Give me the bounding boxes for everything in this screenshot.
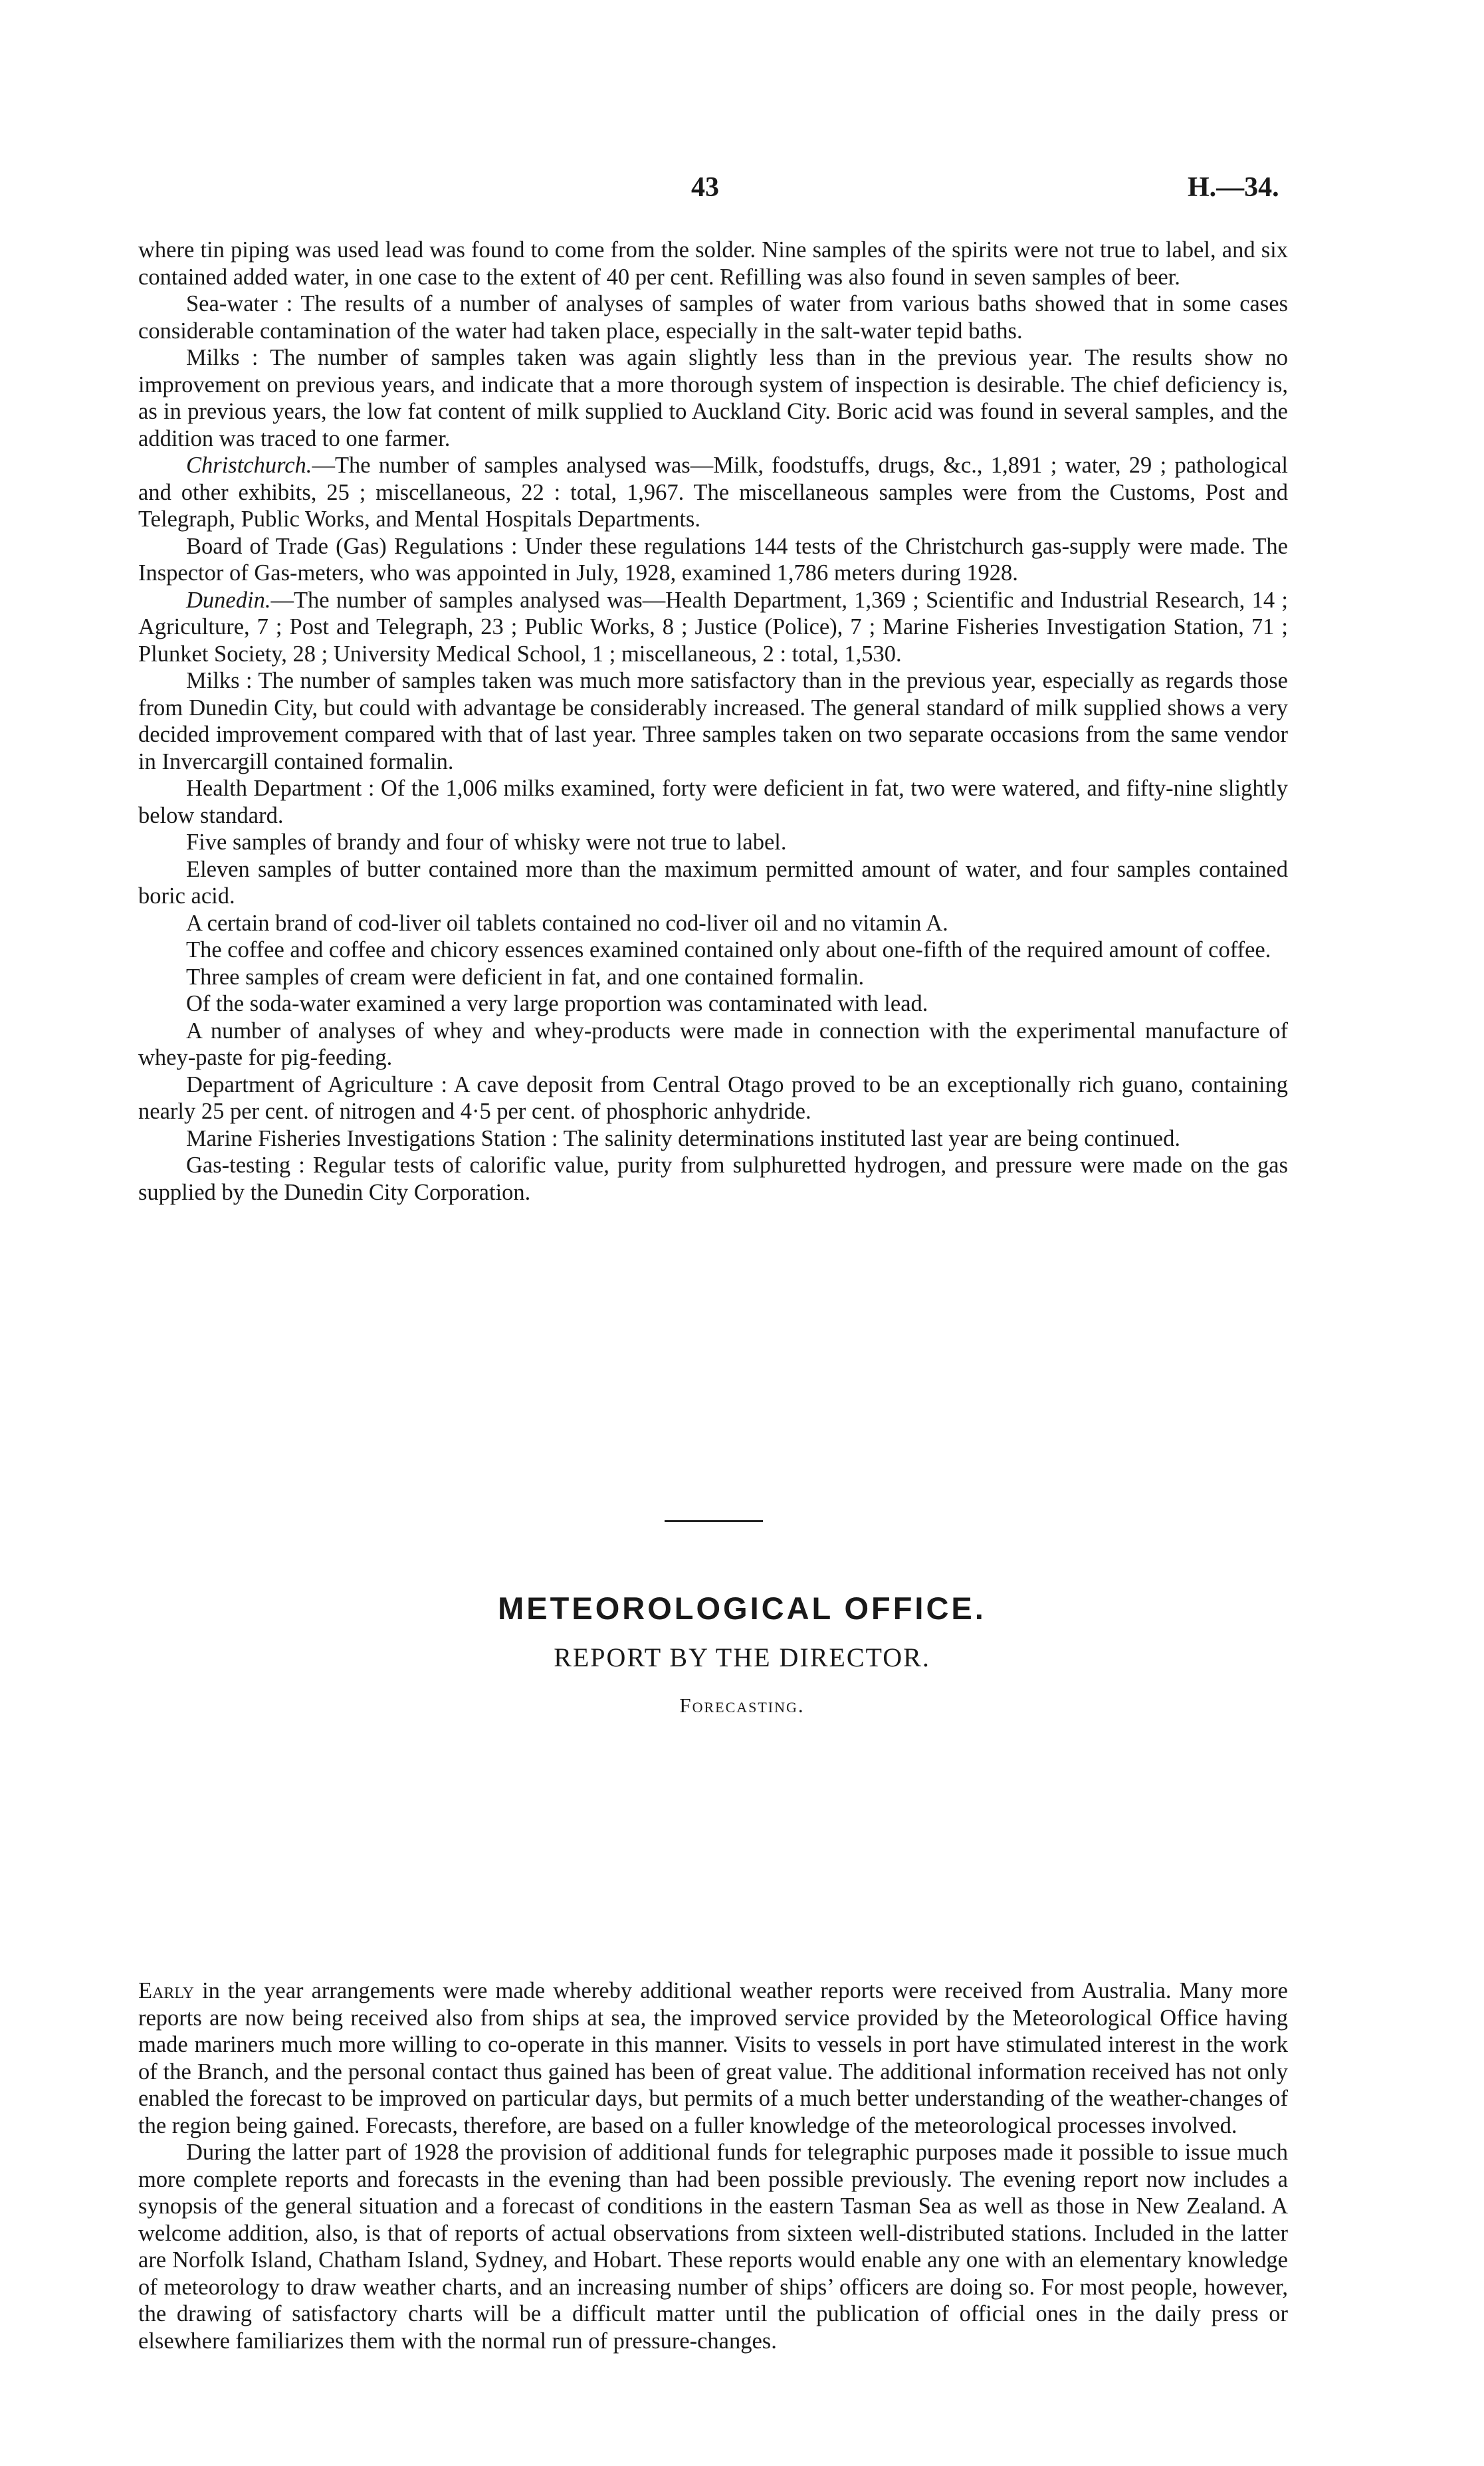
forecasting-section xyxy=(138,1977,1288,2354)
paragraph-whey: A number of analyses of whey and whey-products were made in connection with the experimental manufacture of whey-paste for pig-feeding. xyxy=(138,1018,1288,1070)
christchurch-text: —The number of samples analysed was—Milk, foodstuffs, drugs, &c., 1,891 ; water, 29 ; pathological and other exhibits, 25 ; miscellaneous, 22 : total, 1,967. The miscellaneous samples were from the Customs, Post and Telegraph, Public Works, and Mental Hospitals Departments. xyxy=(138,453,1288,532)
page-header xyxy=(0,171,1484,211)
paragraph-soda-water: Of the soda-water examined a very large proportion was contaminated with lead. xyxy=(186,991,928,1016)
paragraph-cream: Three samples of cream were deficient in fat, and one contained formalin. xyxy=(186,964,865,990)
section-divider xyxy=(665,1520,763,1522)
paragraph-gas-regulations: Board of Trade (Gas) Regulations : Under these regulations 144 tests of the Christchurch gas-supply were made. The Inspector of Gas-meters, who was appointed in July, 1928, examined 1,786 meters during 1928. xyxy=(138,533,1288,586)
paragraph-brandy-whisky: Five samples of brandy and four of whisky were not true to label. xyxy=(186,830,787,855)
section-subtitle: REPORT BY THE DIRECTOR. xyxy=(554,1642,930,1672)
paragraph-agriculture: Department of Agriculture : A cave deposit from Central Otago proved to be an exceptionally rich guano, containing nearly 25 per cent. of nitrogen and 4·5 per cent. of phosphoric anhydride. xyxy=(138,1071,1288,1124)
paragraph-forecasting-evening: During the latter part of 1928 the provision of additional funds for telegraphic purposes made it possible to issue much more complete reports and forecasts in the evening than had been possible previously. The evening report now includes a synopsis of the general situation and a forecast of conditions in the eastern Tasman Sea as well as those in New Zealand. A welcome addition, also, is that of reports of actual observations from sixteen well-distributed stations. Included in the latter are Norfolk Island, Chatham Island, Sydney, and Hobart. These reports would enable any one with an elementary knowledge of meteorology to draw weather charts, and an increasing number of ships’ officers are doing so. For most people, however, the drawing of satisfactory charts will be a difficult matter until the publication of official ones in the daily press or elsewhere familiarizes them with the normal run of pressure-changes. xyxy=(138,2140,1288,2354)
paragraph-sea-water: Sea-water : The results of a number of analyses of samples of water from various baths showed that in some cases considerable contamination of the water had taken place, especially in the salt-water tepid baths. xyxy=(138,291,1288,344)
paragraph-dunedin-milks: Milks : The number of samples taken was much more satisfactory than in the previous year, especially as regards those from Dunedin City, but could with advantage be considerably increased. The general standard of milk supplied shows a very decided improvement compared with that of last year. Three samples taken on two separate occasions from the same vendor in Invercargill contained formalin. xyxy=(138,668,1288,774)
paragraph-auckland-milks: Milks : The number of samples taken was again slightly less than in the previous year. The results show no improvement on previous years, and indicate that a more thorough system of inspection is desirable. The chief deficiency is, as in previous years, the low fat content of milk supplied to Auckland City. Boric acid was found in several samples, and the addition was traced to one farmer. xyxy=(138,345,1288,451)
document-reference: H.—34. xyxy=(1188,172,1279,203)
paragraph-health-department: Health Department : Of the 1,006 milks examined, forty were deficient in fat, two were watered, and fifty-nine slightly below standard. xyxy=(138,776,1288,828)
drop-word: Early xyxy=(138,1978,195,2003)
analysis-report-continuation xyxy=(138,237,1288,1206)
dunedin-text: —The number of samples analysed was—Health Department, 1,369 ; Scientific and Industrial Research, 14 ; Agriculture, 7 ; Post and Telegraph, 23 ; Public Works, 8 ; Justice (Police), 7 ; Marine Fisheries Investigation Station, 71 ; Plunket Society, 28 ; University Medical School, 1 ; miscellaneous, 2 : total, 1,530. xyxy=(138,587,1288,667)
paragraph-dunedin xyxy=(138,587,1288,668)
paragraph-marine-fisheries: Marine Fisheries Investigations Station : The salinity determinations instituted last year are being continued. xyxy=(186,1125,1180,1151)
dunedin-label: Dunedin. xyxy=(186,587,271,613)
paragraph-spirits-beer: where tin piping was used lead was found to come from the solder. Nine samples of the spirits were not true to label, and six contained added water, in one case to the extent of 40 per cent. Refilling was also found in seven samples of beer. xyxy=(138,237,1288,290)
paragraph-coffee: The coffee and coffee and chicory essences examined contained only about one-fifth of the required amount of coffee. xyxy=(186,937,1271,962)
paragraph-christchurch xyxy=(138,452,1288,533)
christchurch-label: Christchurch. xyxy=(186,453,312,478)
section-title: METEOROLOGICAL OFFICE. xyxy=(498,1591,986,1626)
paragraph-butter: Eleven samples of butter contained more than the maximum permitted amount of water, and four samples contained boric acid. xyxy=(138,856,1288,909)
paragraph-cod-liver-oil: A certain brand of cod-liver oil tablets contained no cod-liver oil and no vitamin A. xyxy=(186,910,948,936)
forecasting-early-text: in the year arrangements were made whereby additional weather reports were received from Australia. Many more reports are now being received also from ships at sea, the improved service provided by the Meteorological Office having made mariners much more willing to co-operate in this manner. Visits to vessels in port have stimulated interest in the work of the Branch, and the personal contact thus gained has been of great value. The additional information received has not only enabled the forecast to be improved on particular days, but permits of a much better understanding of the weather-changes of the region being gained. Forecasts, therefore, are based on a fuller knowledge of the meteorological processes involved. xyxy=(138,1978,1288,2138)
paragraph-gas-testing: Gas-testing : Regular tests of calorific value, purity from sulphuretted hydrogen, and pressure were made on the gas supplied by the Dunedin City Corporation. xyxy=(138,1153,1288,1205)
forecasting-heading: Forecasting. xyxy=(679,1694,805,1717)
page-number: 43 xyxy=(691,172,719,203)
paragraph-forecasting-early xyxy=(138,1977,1288,2139)
